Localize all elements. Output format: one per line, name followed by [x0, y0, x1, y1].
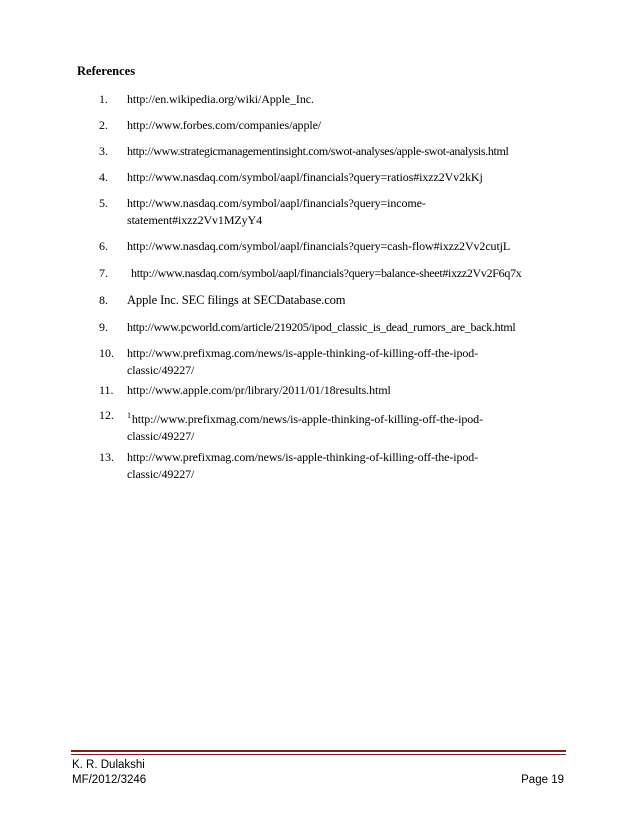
- footer-page-number: Page 19: [521, 774, 564, 786]
- reference-link[interactable]: http://www.nasdaq.com/symbol/aapl/financials?query=cash-flow#ixzz2Vv2cutjL: [127, 239, 511, 253]
- reference-link[interactable]: http://www.pcworld.com/article/219205/ipod_classic_is_dead_rumors_are_back.html: [127, 320, 516, 334]
- reference-link[interactable]: http://www.prefixmag.com/news/is-apple-thinking-of-killing-off-the-ipod-classic/49227/: [127, 450, 479, 481]
- reference-number: 7.: [99, 266, 108, 280]
- footer-rule: [71, 750, 566, 752]
- reference-link[interactable]: http://www.prefixmag.com/news/is-apple-thinking-of-killing-off-the-ipod-classic/49227/: [127, 346, 479, 377]
- reference-link[interactable]: http://www.nasdaq.com/symbol/aapl/financials?query=balance-sheet#ixzz2Vv2F6q7x: [131, 266, 522, 280]
- reference-number: 4.: [99, 170, 108, 184]
- reference-number: 10.: [99, 346, 114, 360]
- reference-entry: [127, 407, 517, 445]
- reference-number: 11.: [99, 383, 114, 397]
- reference-link[interactable]: http://en.wikipedia.org/wiki/Apple_Inc.: [127, 92, 314, 106]
- references-heading: References: [77, 64, 136, 78]
- reference-link[interactable]: http://www.apple.com/pr/library/2011/01/18results.html: [127, 383, 391, 397]
- reference-link[interactable]: http://www.forbes.com/companies/apple/: [127, 118, 322, 132]
- reference-text: Apple Inc. SEC filings at SECDatabase.com: [127, 293, 346, 307]
- reference-number: 2.: [99, 118, 108, 132]
- reference-number: 3.: [99, 144, 108, 158]
- reference-number: 6.: [99, 239, 108, 253]
- footer-student-id: MF/2012/3246: [72, 774, 147, 786]
- footer-rule-secondary: [71, 754, 566, 755]
- reference-number: 8.: [99, 293, 108, 307]
- footer-author: K. R. Dulakshi: [72, 759, 145, 771]
- reference-number: 1.: [99, 92, 108, 106]
- reference-number: 5.: [99, 196, 108, 210]
- reference-link[interactable]: http://www.nasdaq.com/symbol/aapl/financials?query=income-statement#ixzz2Vv1MZyY4: [127, 196, 426, 227]
- reference-number: 12.: [99, 408, 114, 422]
- reference-link[interactable]: http://www.nasdaq.com/symbol/aapl/financials?query=ratios#ixzz2Vv2kKj: [127, 170, 483, 184]
- footnote-mark: 1: [127, 411, 131, 420]
- reference-number: 13.: [99, 450, 114, 464]
- reference-number: 9.: [99, 320, 108, 334]
- reference-link[interactable]: http://www.strategicmanagementinsight.com/swot-analyses/apple-swot-analysis.html: [127, 144, 509, 158]
- reference-link[interactable]: http://www.prefixmag.com/news/is-apple-thinking-of-killing-off-the-ipod-classic/49227/: [127, 412, 483, 443]
